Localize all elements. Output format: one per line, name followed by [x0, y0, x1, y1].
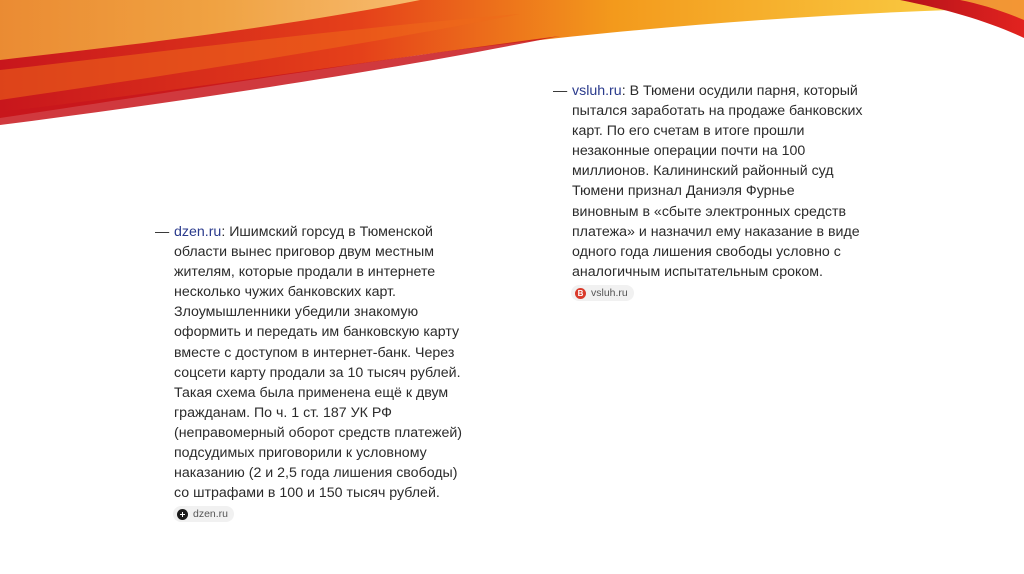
quote-line: соцсети карту продали за 10 тысяч рублей. [174, 364, 461, 381]
news-quote-vsluh [553, 81, 863, 302]
quote-line: незаконные операции почти на 100 [572, 143, 806, 160]
quote-line: со штрафами в 100 и 150 тысяч рублей. [174, 485, 440, 502]
vsluh-logo-icon: В [575, 288, 586, 299]
quote-dash: — [553, 83, 568, 99]
quote-line: (неправомерный оборот средств платежей) [174, 424, 462, 441]
source-link-dzen[interactable]: dzen.ru [174, 224, 222, 240]
dzen-logo-icon [177, 509, 188, 520]
quote-line: dzen.ru: Ишимский горсуд в Тюменской [174, 224, 433, 240]
quote-line: вместе с доступом в интернет-банк. Через [174, 344, 455, 361]
quote-line: Злоумышленники убедили знакомую [174, 304, 419, 321]
source-chip-vsluh[interactable] [571, 285, 634, 301]
quote-body [174, 222, 462, 503]
source-chip-dzen[interactable] [173, 506, 234, 522]
quote-line: карт. По его счетам в итоге прошли [572, 123, 805, 140]
quote-line: vsluh.ru: В Тюмени осудили парня, который [572, 83, 858, 99]
quote-line: миллионов. Калининский районный суд [572, 163, 834, 180]
source-chip-label: dzen.ru [193, 508, 229, 521]
source-link-vsluh[interactable]: vsluh.ru [572, 83, 622, 99]
quote-line: виновным в «сбыте электронных средств [572, 203, 847, 220]
quote-line: Такая схема была применена ещё к двум [174, 384, 449, 401]
quote-line: Тюмени признал Даниэля Фурнье [572, 183, 795, 200]
source-chip-label: vsluh.ru [591, 287, 628, 300]
quote-line: области вынес приговор двум местным [174, 244, 435, 261]
quote-line: несколько чужих банковских карт. [174, 284, 397, 301]
quote-line: платежа» и назначил ему наказание в виде [572, 223, 860, 240]
quote-line: гражданам. По ч. 1 ст. 187 УК РФ [174, 404, 392, 421]
quote-dash: — [155, 224, 170, 240]
quote-line: пытался заработать на продаже банковских [572, 103, 863, 120]
decorative-banner [0, 0, 1024, 130]
news-quote-dzen [155, 222, 462, 526]
quote-line: жителям, которые продали в интернете [174, 264, 436, 281]
quote-line: подсудимых приговорили к условному [174, 445, 427, 462]
quote-line: аналогичным испытательным сроком. [572, 263, 823, 280]
quote-line: наказанию (2 и 2,5 года лишения свободы) [174, 465, 458, 482]
quote-body [572, 81, 863, 282]
quote-line: одного года лишения свободы условно с [572, 243, 841, 260]
quote-line: оформить и передать им банковскую карту [174, 324, 460, 341]
